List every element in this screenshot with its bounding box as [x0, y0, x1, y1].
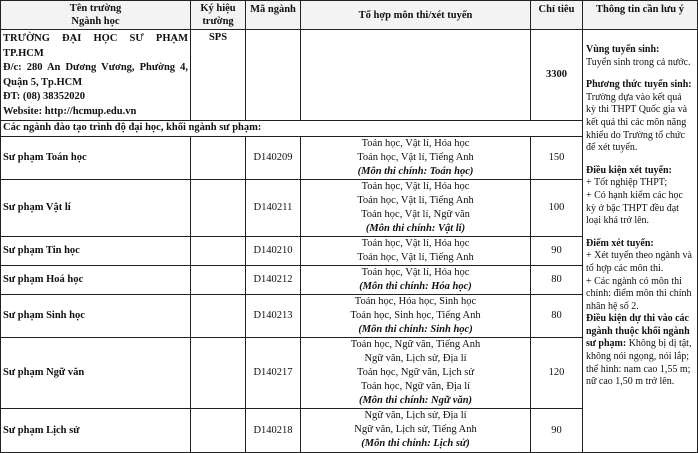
subject-combos — [301, 408, 531, 452]
university-major-code-empty — [246, 30, 301, 121]
subject-combo: Toán học, Sinh học, Tiếng Anh — [350, 309, 481, 321]
subject-combo: Toán học, Vật lí, Tiếng Anh — [357, 151, 474, 163]
subject-combo: Toán học, Vật lí, Tiếng Anh — [357, 194, 474, 206]
subject-combo: Toán học, Ngữ văn, Lịch sử — [356, 366, 475, 378]
subject-combo: Toán học, Vật lí, Hóa học — [361, 266, 470, 278]
university-info — [1, 30, 191, 121]
major-symbol-empty — [191, 265, 246, 294]
score-title: Điểm xét tuyển: — [586, 237, 654, 249]
header-symbol — [191, 1, 246, 30]
major-code: D140210 — [246, 236, 301, 265]
major-quota: 80 — [531, 294, 583, 337]
major-name: Sư phạm Hoá học — [1, 265, 191, 294]
major-code: D140209 — [246, 136, 301, 179]
university-row — [1, 30, 698, 121]
subject-combo: Toán học, Ngữ văn, Tiếng Anh — [350, 338, 481, 350]
university-district: Quận 5, Tp.HCM — [3, 76, 83, 88]
major-code: D140211 — [246, 179, 301, 236]
university-code: SPS — [191, 30, 246, 121]
major-name: Sư phạm Vật lí — [1, 179, 191, 236]
subject-combo: Toán học, Hóa học, Sinh học — [354, 295, 477, 307]
main-subject: (Môn thi chính: Hóa học) — [359, 280, 472, 292]
region-text: Tuyển sinh trong cả nước. — [586, 56, 691, 68]
main-subject: (Môn thi chính: Toán học) — [357, 165, 474, 177]
notes-cell — [583, 30, 698, 453]
header-subjects: Tổ hợp môn thi/xét tuyển — [301, 1, 531, 30]
header-notes: Thông tin cần lưu ý — [583, 1, 698, 30]
header-symbol-line2: trường — [202, 16, 234, 27]
major-quota: 100 — [531, 179, 583, 236]
condition-title: Điều kiện xét tuyển: — [586, 164, 672, 176]
subject-combo: Ngữ văn, Lịch sử, Địa lí — [364, 352, 467, 364]
major-name: Sư phạm Ngữ văn — [1, 337, 191, 408]
score-item: + Xét tuyển theo ngành và tổ hợp các môn thi. — [586, 250, 692, 274]
header-school-major — [1, 1, 191, 30]
header-row — [1, 1, 698, 30]
major-symbol-empty — [191, 408, 246, 452]
header-major-code: Mã ngành — [246, 1, 301, 30]
major-code: D140218 — [246, 408, 301, 452]
major-symbol-empty — [191, 136, 246, 179]
major-name: Sư phạm Toán học — [1, 136, 191, 179]
eligibility-title: Điều kiện dự thi vào các ngành thuộc khối ngành sư phạm: — [586, 313, 690, 350]
header-symbol-line1: Ký hiệu — [200, 3, 236, 14]
subject-combos — [301, 236, 531, 265]
header-school: Tên trường — [69, 3, 122, 14]
subject-combo: Toán học, Vật lí, Hóa học — [361, 237, 470, 249]
major-quota: 120 — [531, 337, 583, 408]
subject-combos — [301, 136, 531, 179]
major-quota: 150 — [531, 136, 583, 179]
subject-combos — [301, 179, 531, 236]
major-symbol-empty — [191, 179, 246, 236]
section-title: Các ngành đào tạo trình độ đại học, khối ngành sư phạm: — [1, 120, 583, 136]
eligibility-text: Không bị dị tật, không nói ngọng, nói lắp; thể hình: nam cao 1,55 m; nữ cao 1,50 m trở lên. — [586, 338, 692, 388]
subject-combos — [301, 294, 531, 337]
region-title: Vùng tuyển sinh: — [586, 44, 660, 55]
main-subject: (Môn thi chính: Ngữ văn) — [358, 394, 473, 406]
major-symbol-empty — [191, 294, 246, 337]
major-symbol-empty — [191, 337, 246, 408]
subject-combo: Ngữ văn, Lịch sử, Địa lí — [364, 410, 467, 422]
major-quota: 90 — [531, 408, 583, 452]
university-website[interactable]: Website: http://hcmup.edu.vn — [3, 105, 137, 117]
major-name: Sư phạm Sinh học — [1, 294, 191, 337]
major-quota: 90 — [531, 236, 583, 265]
method-text: Trường dựa vào kết quả kỳ thi THPT Quốc gia và kết quả thi các môn năng khiếu do Trường tổ chức để xét tuyển. — [586, 91, 688, 154]
major-code: D140212 — [246, 265, 301, 294]
major-name: Sư phạm Lịch sử — [1, 408, 191, 452]
major-code: D140213 — [246, 294, 301, 337]
major-quota: 80 — [531, 265, 583, 294]
subject-combos — [301, 337, 531, 408]
header-quota: Chỉ tiêu — [531, 1, 583, 30]
university-subjects-empty — [301, 30, 531, 121]
method-title: Phương thức tuyển sinh: — [586, 79, 692, 91]
main-subject: (Môn thi chính: Lịch sử) — [361, 438, 470, 450]
main-subject: (Môn thi chính: Vật lí) — [365, 222, 466, 234]
condition-item: + Tốt nghiệp THPT; — [586, 177, 668, 189]
subject-combo: Toán học, Vật lí, Hóa học — [361, 180, 470, 192]
university-name: TRƯỜNG ĐẠI HỌC SƯ PHẠM — [3, 33, 188, 44]
main-subject: (Môn thi chính: Sinh học) — [358, 323, 473, 335]
subject-combo: Toán học, Vật lí, Ngữ văn — [361, 208, 470, 220]
subject-combo: Ngữ văn, Lịch sử, Tiếng Anh — [354, 424, 477, 436]
total-quota: 3300 — [531, 30, 583, 121]
condition-item: + Có hạnh kiểm các học kỳ ở bậc THPT đều đạt loại khá trở lên. — [586, 189, 683, 227]
major-symbol-empty — [191, 236, 246, 265]
subject-combo: Toán học, Vật lí, Tiếng Anh — [357, 251, 474, 263]
university-phone: ĐT: (08) 38352020 — [3, 91, 86, 103]
university-name-city: TP.HCM — [3, 47, 44, 59]
major-name: Sư phạm Tin học — [1, 236, 191, 265]
major-code: D140217 — [246, 337, 301, 408]
university-address: Đ/c: 280 An Dương Vương, Phường 4, — [3, 62, 188, 74]
header-major: Ngành học — [71, 16, 120, 27]
subject-combo: Toán học, Ngữ văn, Địa lí — [360, 380, 471, 392]
subject-combos — [301, 265, 531, 294]
subject-combo: Toán học, Vật lí, Hóa học — [361, 137, 470, 149]
score-item: + Các ngành có môn thi chính: điểm môn thi chính nhân hệ số 2. — [586, 275, 692, 312]
